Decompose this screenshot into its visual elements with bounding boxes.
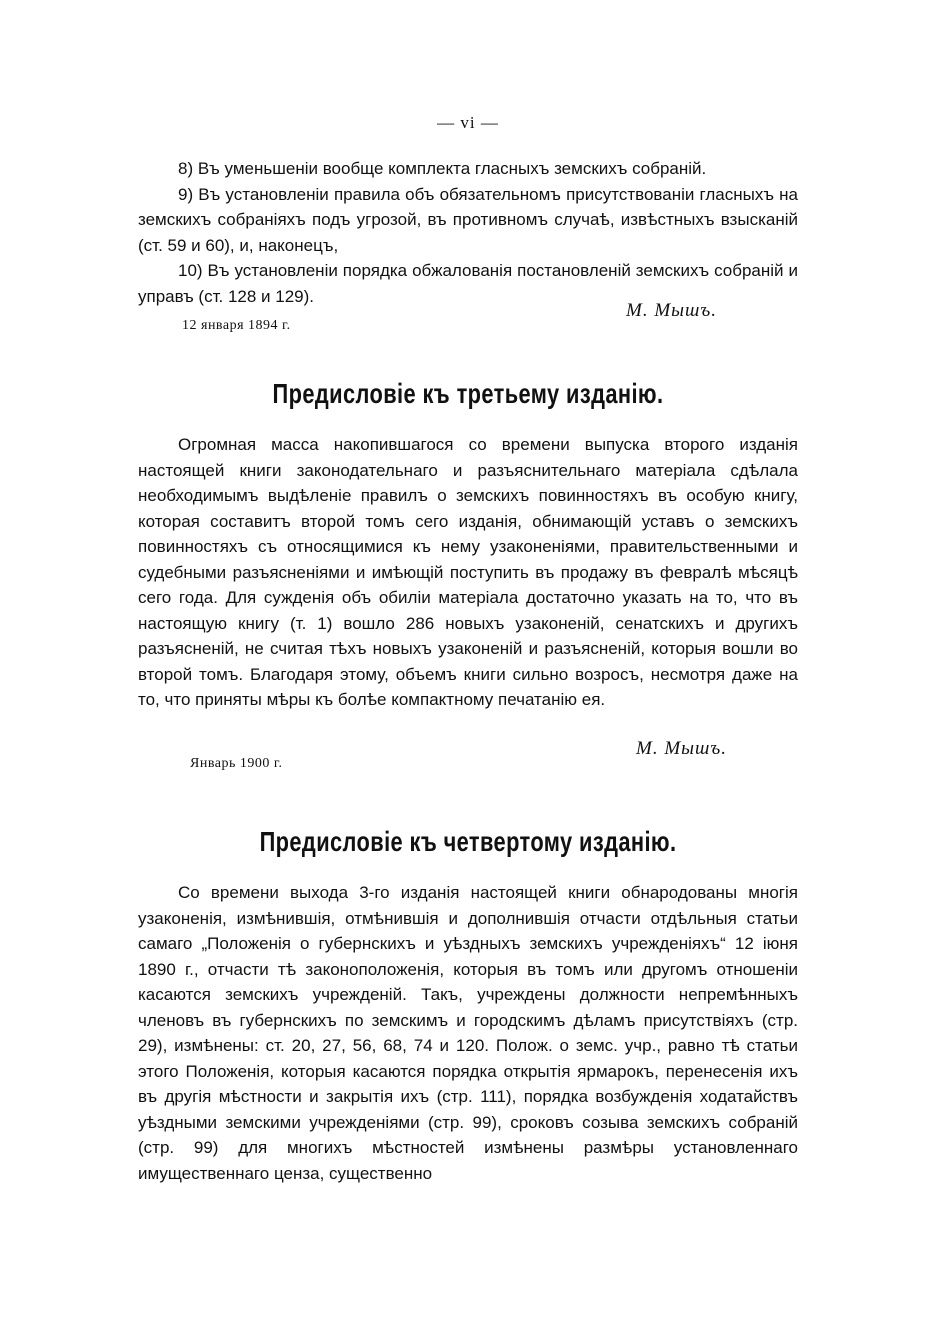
heading-third-edition: Предисловіе къ третьему изданію. (272, 378, 664, 409)
signature-prev: М. Мышъ. (626, 300, 717, 321)
heading-fourth-edition: Предисловіе къ четвертому изданію. (259, 826, 677, 857)
paragraph: Со времени выхода 3-го изданія настоящей книги обнародованы многія узаконенія, измѣнившія, отмѣнившія и дополнившія отчасти отдѣльныя статьи самаго „Положенія о губернскихъ и уѣздныхъ земскихъ учрежденіяхъ“ 12 іюня 1890 г., отчасти тѣ законоположенія, которыя въ томъ или другомъ отношеніи касаются земскихъ учрежденій. Такъ, учреждены должности непремѣнныхъ членовъ въ губернскихъ по земскимъ и городскимъ дѣламъ присутствіяхъ (стр. 29), измѣнены: ст. 20, 27, 56, 68, 74 и 120. Полож. о земс. учр., равно тѣ статьи этого Положенія, которыя касаются порядка открытія ярмарокъ, перенесенія ихъ въ другія мѣстности и закрытія ихъ (стр. 111), порядка возбужденія ходатайствъ уѣздными земскими учрежденіями (стр. 99), сроковъ созыва земскихъ собраній (стр. 99) для многихъ мѣстностей измѣнены размѣры установленнаго имущественнаго ценза, существенно (138, 883, 798, 1183)
list-item: 10) Въ установленіи порядка обжалованія постановленій земскихъ собраній и управъ (ст. 128 и 129). (138, 261, 798, 306)
list-item: 9) Въ установленіи правила объ обязательномъ присутствованіи гласныхъ на земскихъ собраніяхъ подъ угрозой, въ противномъ случаѣ, извѣстныхъ взысканій (ст. 59 и 60), и, наконецъ, (138, 184, 798, 255)
signature-third: М. Мышъ. (636, 738, 727, 759)
paragraph: Огромная масса накопившагося со времени выпуска второго изданія настоящей книги законодательнаго и разъяснительнаго матеріала сдѣлала необходимымъ выдѣленіе правилъ о земскихъ повинностяхъ въ особую книгу, которая составитъ второй томъ сего изданія, обнимающій уставъ о земскихъ повинностяхъ съ относящимися къ нему узаконеніями, правительственными и судебными разъясненіями и имѣющій поступить въ продажу въ февралѣ мѣсяцѣ сего года. Для сужденія объ обиліи матеріала достаточно указать на то, что въ настоящую книгу (т. 1) вошло 286 новыхъ узаконеній, сенатскихъ и другихъ разъясненій, не считая тѣхъ новыхъ узаконеній и разъясненій, которыя вошли во второй томъ. Благодаря этому, объемъ книги сильно возросъ, несмотря даже на то, что приняты мѣры къ болѣе компактному печатанію ея. (138, 435, 798, 709)
date-prev: 12 января 1894 г. (182, 318, 291, 333)
prev-list (138, 156, 798, 309)
third-edition-body (138, 432, 798, 713)
date-third: Январь 1900 г. (190, 756, 283, 771)
page-number: — vi — (437, 113, 499, 132)
fourth-edition-body (138, 880, 798, 1186)
list-item: 8) Въ уменьшеніи вообще комплекта гласныхъ земскихъ собраній. (178, 159, 707, 178)
